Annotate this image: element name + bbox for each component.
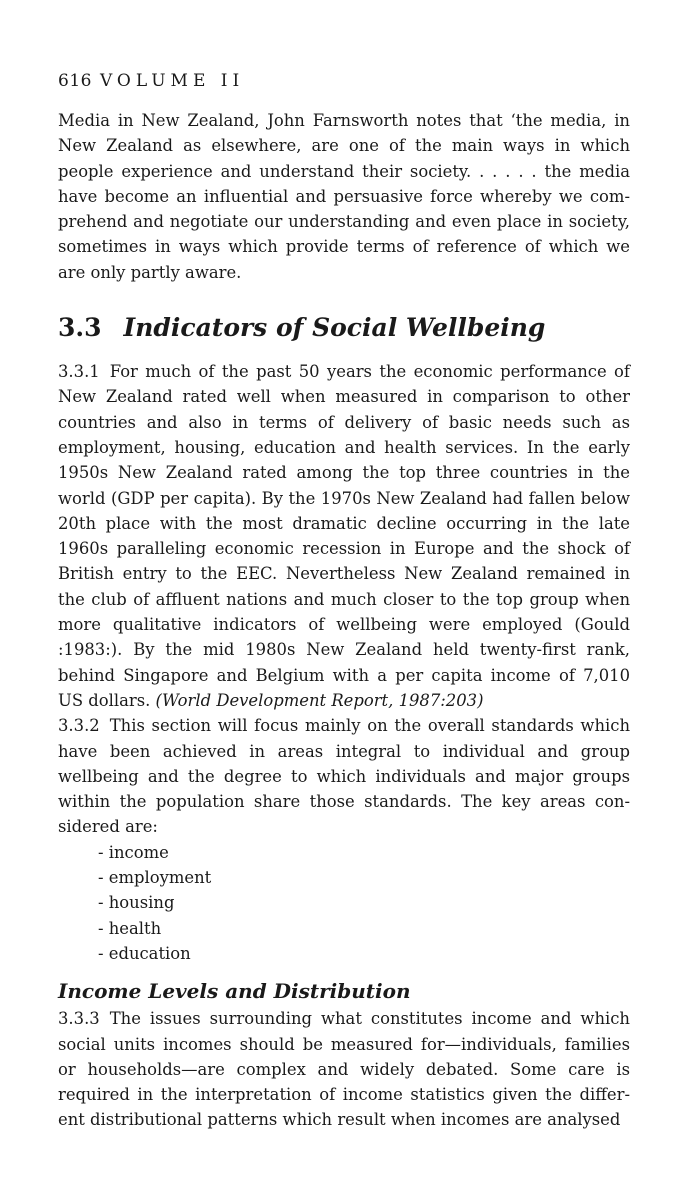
section-title: Indicators of Social Wellbeing [123,313,546,343]
document-page [58,68,630,1133]
paragraph-3-3-1 [58,359,630,713]
paragraph-number: 3.3.3 [58,1009,100,1029]
list-item: - health [98,918,162,938]
running-head [58,68,630,94]
subheading: Income Levels and Distribution [58,979,411,1004]
page-number: 616 [58,71,92,91]
paragraph-3-3-3 [58,1006,630,1132]
volume-label: VOLUME II [99,71,245,91]
list-item: - income [98,842,169,862]
list-item: - employment [98,868,212,888]
section-heading [58,311,630,345]
citation: (World Development Report, 1987:203) [155,690,484,710]
list-item: - education [98,943,191,963]
list-item: - housing [98,893,175,913]
paragraph-text: For much of the past 50 years the economic performance of New Zealand rated well when measured in comparison to other countries and also in terms of delivery of basic needs such as employment, housing, education and health services. In the early 1950s New Zealand rated among the top three countries in the world (GDP per capita). By the 1970s New Zealand had fallen below 20th place with the most dramatic decline occurring in the late 1960s paralleling economic recession in Europe and the shock of British entry to the EEC. Nevertheless New Zealand remained in the club of affluent nations and much closer to the top group when more qualitative indicators of wellbeing were employed (Gould :1983:). By the mid 1980s New Zealand held twenty-first rank, behind Singapore and Belgium with a per capita income of 7,010 US dollars. [58,362,630,710]
paragraph-number: 3.3.1 [58,362,100,382]
key-areas-list [58,840,630,966]
section-number: 3.3 [58,313,102,343]
intro-paragraph: Media in New Zealand, John Farnsworth notes that ‘the media, in New Zealand as elsewhere, are one of the main ways in which people experience and understand their society. . . . . . the media have become an influential and persuasive force whereby we comprehend and negotiate our understanding and even place in society, sometimes in ways which provide terms of reference of which we are only partly aware. [58,111,630,282]
paragraph-number: 3.3.2 [58,716,100,736]
paragraph-text: This section will focus mainly on the overall standards which have been achieved in areas integral to individual and group wellbeing and the degree to which individuals and major groups within the population share those standards. The key areas considered are: [58,716,630,837]
paragraph-3-3-2 [58,713,630,839]
paragraph-text: The issues surrounding what constitutes income and which social units incomes should be measured for—individuals, families or households—are complex and widely debated. Some care is required in the interpretation of income statistics given the different distributional patterns which result when incomes are analysed [58,1009,630,1130]
